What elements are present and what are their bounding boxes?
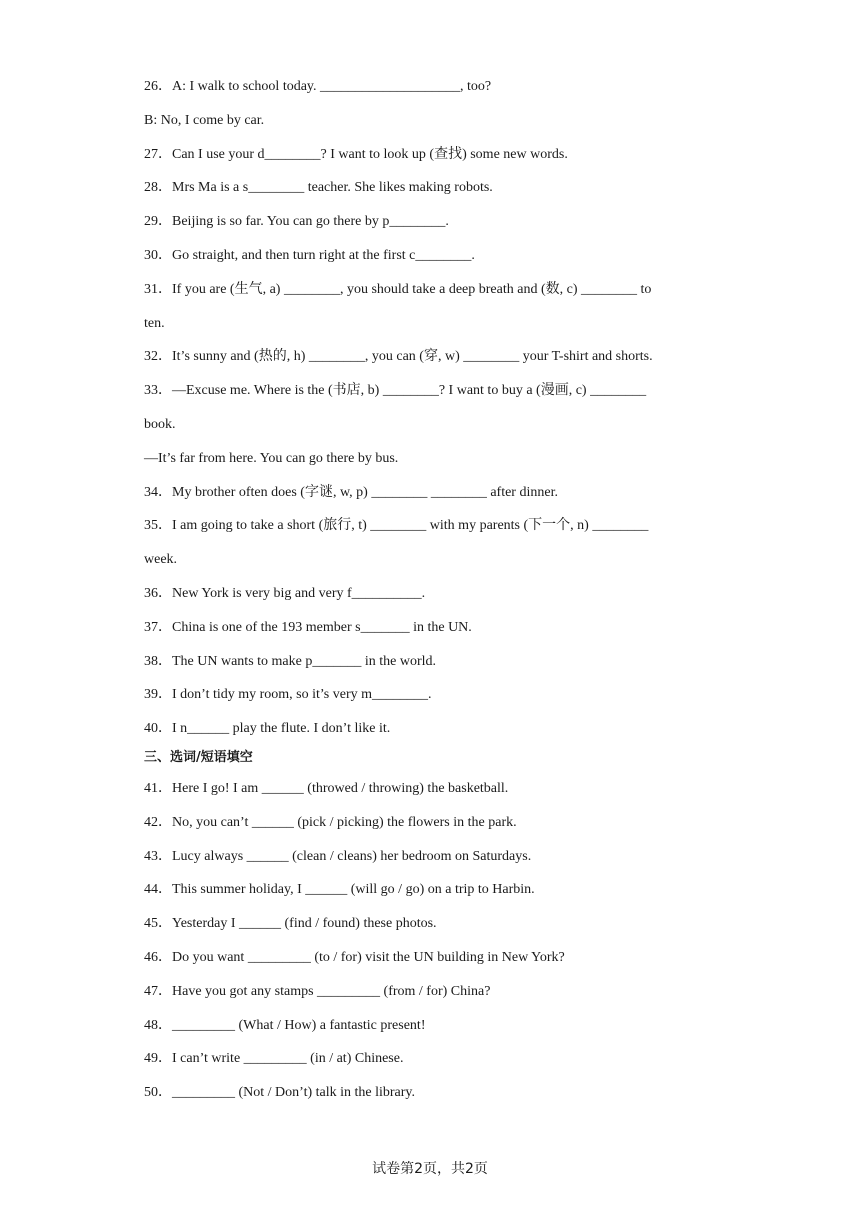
question-line: 32．It’s sunny and (热的, h) ________, you can (穿, w) ________ your T-shirt and shorts. [144, 349, 653, 365]
question-line: B: No, I come by car. [144, 112, 265, 128]
question-line: 46．Do you want _________ (to / for) visit the UN building in New York? [144, 949, 565, 965]
question-line: book. [144, 416, 176, 432]
question-line: 44．This summer holiday, I ______ (will go / go) on a trip to Harbin. [144, 882, 535, 898]
question-line: 42．No, you can’t ______ (pick / picking) the flowers in the park. [144, 814, 517, 830]
question-line: 31．If you are (生气, a) ________, you should take a deep breath and (数, c) ________ to [144, 281, 652, 297]
fill-in-questions-26-40 [144, 70, 724, 746]
page-footer: 试卷第2页，共2页 [372, 1161, 488, 1177]
question-line: 26．A: I walk to school today. ____________________, too? [144, 79, 492, 94]
question-line: 38．The UN wants to make p_______ in the world. [144, 653, 437, 669]
question-line: 29．Beijing is so far. You can go there by p________. [144, 214, 449, 230]
question-line: 37．China is one of the 193 member s_______ in the UN. [144, 619, 472, 635]
question-line: 34．My brother often does (字谜, w, p) ________ ________ after dinner. [144, 484, 558, 500]
question-line: 45．Yesterday I ______ (find / found) these photos. [144, 916, 437, 932]
question-line: 27．Can I use your d________? I want to look up (查找) some new words. [144, 146, 568, 162]
question-line: 36．New York is very big and very f__________. [144, 585, 426, 601]
question-line: —It’s far from here. You can go there by bus. [144, 450, 399, 466]
question-line: 49．I can’t write _________ (in / at) Chinese. [144, 1051, 404, 1067]
question-line: ten. [144, 315, 165, 331]
question-line: week. [144, 552, 178, 568]
question-line: 35．I am going to take a short (旅行, t) ________ with my parents (下一个, n) ________ [144, 518, 649, 534]
question-line: 40．I n______ play the flute. I don’t like it. [144, 721, 391, 737]
question-line: 41．Here I go! I am ______ (throwed / throwing) the basketball. [144, 780, 509, 796]
question-line: 50．_________ (Not / Don’t) talk in the library. [144, 1085, 416, 1101]
section-title: 三、选词/短语填空 [144, 749, 253, 765]
question-line: 47．Have you got any stamps _________ (from / for) China? [144, 983, 491, 999]
question-line: 30．Go straight, and then turn right at the first c________. [144, 247, 475, 263]
question-line: 33．—Excuse me. Where is the (书店, b) ________? I want to buy a (漫画, c) ________ [144, 383, 647, 399]
exam-page [144, 70, 724, 1110]
word-choice-questions-41-50 [144, 772, 724, 1110]
question-line: 43．Lucy always ______ (clean / cleans) her bedroom on Saturdays. [144, 848, 532, 864]
question-line: 48．_________ (What / How) a fantastic present! [144, 1017, 426, 1033]
question-line: 28．Mrs Ma is a s________ teacher. She likes making robots. [144, 180, 493, 196]
question-line: 39．I don’t tidy my room, so it’s very m________. [144, 687, 432, 703]
